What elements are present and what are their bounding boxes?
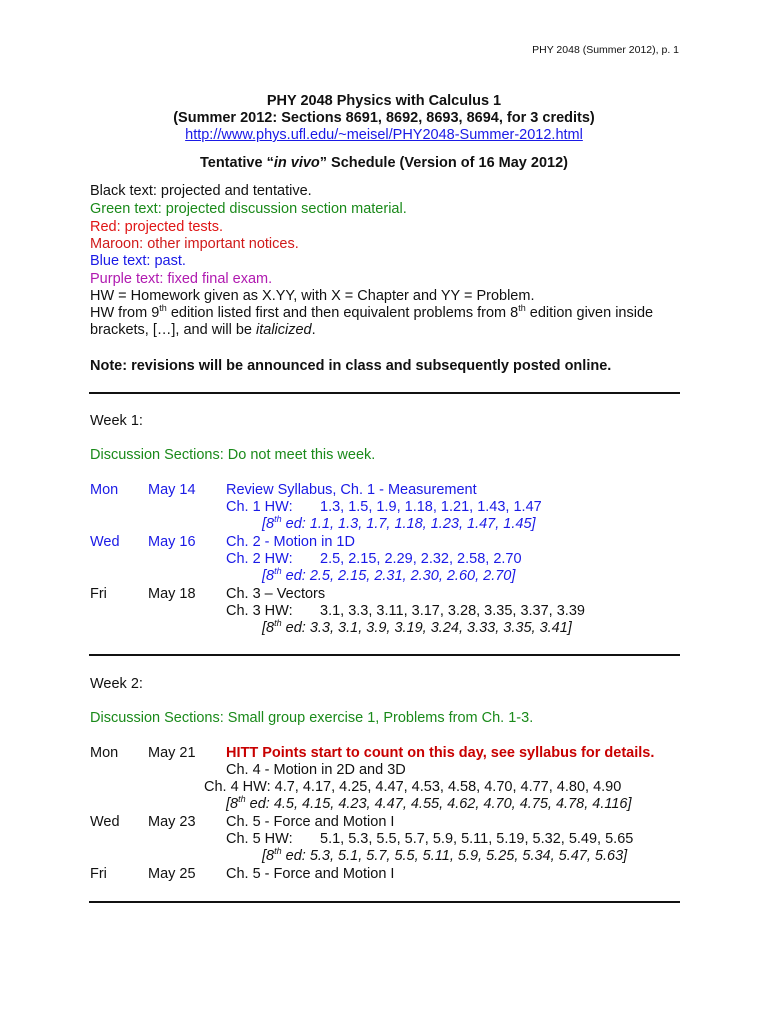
week-2-mon-date: May 21	[148, 745, 196, 761]
week-1-fri-8th-ed	[262, 619, 572, 637]
week-1-fri-date: May 18	[148, 586, 196, 602]
schedule-title	[0, 154, 768, 172]
text: [8	[262, 848, 275, 864]
week-1-wed-8th-ed	[262, 567, 515, 585]
superscript: th	[274, 514, 282, 525]
week-2-wed-hw: 5.1, 5.3, 5.5, 5.7, 5.9, 5.11, 5.19, 5.32, 5.49, 5.65	[320, 831, 634, 847]
text: ed: 1.1, 1.3, 1.7, 1.18, 1.23, 1.47, 1.45]	[281, 516, 536, 532]
week-1-mon-hw-label: Ch. 1 HW:	[226, 499, 293, 515]
course-sections: (Summer 2012: Sections 8691, 8692, 8693, 8694, for 3 credits)	[173, 110, 595, 126]
week-2-fri-day: Fri	[90, 866, 107, 882]
legend-blue: Blue text: past.	[90, 253, 186, 269]
week-1-mon-date: May 14	[148, 482, 196, 498]
legend-hw-brackets	[90, 321, 316, 339]
week-2-hitt-notice: HITT Points start to count on this day, see syllabus for details.	[226, 745, 655, 761]
week-1-mon-topic: Review Syllabus, Ch. 1 - Measurement	[226, 482, 477, 498]
text: edition listed first and then equivalent problems from 8	[166, 305, 519, 321]
week-2-wed-day: Wed	[90, 814, 120, 830]
week-2-wed-topic: Ch. 5 - Force and Motion I	[226, 814, 395, 830]
week-1-wed-date: May 16	[148, 534, 196, 550]
week-1-wed-hw-label: Ch. 2 HW:	[226, 551, 293, 567]
text: [8	[262, 516, 275, 532]
week-2-discussion: Discussion Sections: Small group exercise 1, Problems from Ch. 1-3.	[90, 710, 534, 726]
course-url-link[interactable]: http://www.phys.ufl.edu/~meisel/PHY2048-Summer-2012.html	[185, 127, 583, 143]
week-1-wed-day: Wed	[90, 534, 120, 550]
divider	[89, 392, 680, 394]
week-1-fri-topic: Ch. 3 – Vectors	[226, 586, 326, 602]
week-1-fri-hw-label: Ch. 3 HW:	[226, 603, 293, 619]
page-header: PHY 2048 (Summer 2012), p. 1	[532, 44, 679, 56]
legend-red: Red: projected tests.	[90, 219, 223, 235]
text: .	[311, 322, 316, 338]
text: HW from 9	[90, 305, 160, 321]
week-1-mon-day: Mon	[90, 482, 119, 498]
superscript: th	[274, 846, 282, 857]
legend-black: Black text: projected and tentative.	[90, 183, 312, 199]
legend-maroon: Maroon: other important notices.	[90, 236, 299, 252]
week-2-mon-hw: Ch. 4 HW: 4.7, 4.17, 4.25, 4.47, 4.53, 4.58, 4.70, 4.77, 4.80, 4.90	[204, 779, 622, 795]
week-1-wed-hw: 2.5, 2.15, 2.29, 2.32, 2.58, 2.70	[320, 551, 522, 567]
superscript: th	[238, 794, 246, 805]
italic-text: italicized	[256, 322, 312, 338]
revision-note: Note: revisions will be announced in class and subsequently posted online.	[90, 358, 612, 374]
week-2-fri-date: May 25	[148, 866, 196, 882]
week-2-mon-day: Mon	[90, 745, 119, 761]
legend-purple: Purple text: fixed final exam.	[90, 271, 273, 287]
course-url-line	[0, 126, 768, 144]
schedule-title-italic: in vivo	[273, 155, 320, 171]
text: [8	[262, 568, 275, 584]
week-2-fri-topic: Ch. 5 - Force and Motion I	[226, 866, 395, 882]
divider	[89, 901, 680, 903]
superscript: th	[518, 303, 526, 314]
week-2-title: Week 2:	[90, 676, 143, 692]
schedule-title-post: ” Schedule (Version of 16 May 2012)	[319, 155, 568, 171]
week-1-fri-hw: 3.1, 3.3, 3.11, 3.17, 3.28, 3.35, 3.37, 3.39	[320, 603, 585, 619]
legend-hw-editions	[90, 304, 653, 322]
text: ed: 2.5, 2.15, 2.31, 2.30, 2.60, 2.70]	[281, 568, 516, 584]
superscript: th	[159, 303, 167, 314]
week-1-wed-topic: Ch. 2 - Motion in 1D	[226, 534, 355, 550]
week-2-mon-topic: Ch. 4 - Motion in 2D and 3D	[226, 762, 406, 778]
divider	[89, 654, 680, 656]
superscript: th	[274, 618, 282, 629]
text: ed: 3.3, 3.1, 3.9, 3.19, 3.24, 3.33, 3.35, 3.41]	[281, 620, 572, 636]
week-2-mon-8th-ed	[226, 795, 632, 813]
week-2-wed-8th-ed	[262, 847, 627, 865]
text: [8	[226, 796, 239, 812]
text: brackets, […], and will be	[90, 322, 257, 338]
week-2-wed-date: May 23	[148, 814, 196, 830]
text: ed: 4.5, 4.15, 4.23, 4.47, 4.55, 4.62, 4.70, 4.75, 4.78, 4.116]	[245, 796, 632, 812]
week-1-mon-hw: 1.3, 1.5, 1.9, 1.18, 1.21, 1.43, 1.47	[320, 499, 542, 515]
week-1-discussion: Discussion Sections: Do not meet this week.	[90, 447, 376, 463]
course-title: PHY 2048 Physics with Calculus 1	[266, 93, 502, 109]
schedule-title-pre: Tentative “	[199, 155, 274, 171]
week-1-fri-day: Fri	[90, 586, 107, 602]
week-1-mon-8th-ed	[262, 515, 536, 533]
week-1-title: Week 1:	[90, 413, 143, 429]
text: [8	[262, 620, 275, 636]
legend-green: Green text: projected discussion section material.	[90, 201, 407, 217]
legend-hw-definition: HW = Homework given as X.YY, with X = Chapter and YY = Problem.	[90, 288, 535, 304]
text: edition given inside	[525, 305, 654, 321]
text: ed: 5.3, 5.1, 5.7, 5.5, 5.11, 5.9, 5.25, 5.34, 5.47, 5.63]	[281, 848, 628, 864]
superscript: th	[274, 566, 282, 577]
week-2-wed-hw-label: Ch. 5 HW:	[226, 831, 293, 847]
